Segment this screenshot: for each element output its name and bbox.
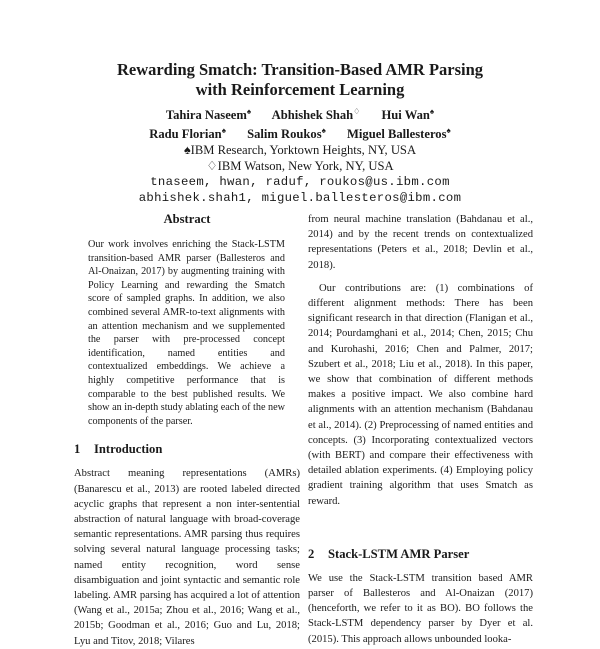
section-number: 2	[308, 546, 315, 561]
abstract-text: Our work involves enriching the Stack-LSTM transition-based AMR parser (Ballesteros and Al-Onaizan, 2017) by augmenting training with Policy Learning and rewarding the Smatch score of sampled graphs. In addition, we also combined several AMR-to-text alignments with an attention mechanism and we supplemented the parser with pre-processed concept identification, named entities and contextualized embeddings. We achieve a highly competitive performance that is comparable to the best published results. We show an in-depth study ablating each of the new components of the parser.	[88, 239, 285, 427]
author-mark: ♢	[353, 107, 361, 116]
paragraph-continued: from neural machine translation (Bahdanau et al., 2014) and by the recent trends on contextualized representations (Peters et al., 2018; Devlin et al., 2018).	[308, 214, 533, 271]
author-block	[0, 104, 600, 206]
emails-line-1: tnaseem, hwan, raduf, roukos@us.ibm.com	[150, 175, 450, 190]
author-mark: ♠	[321, 126, 326, 136]
author-mark: ♠	[246, 107, 252, 116]
affiliation-2: ♢IBM Watson, New York, NY, USA	[206, 159, 394, 174]
authors-line-1	[0, 104, 600, 123]
section-heading-introduction	[74, 442, 300, 457]
author-name: Tahira Naseem	[165, 108, 247, 123]
stack-lstm-paragraph: We use the Stack-LSTM transition based AMR parser of Ballesteros and Al-Onaizan (2017) (henceforth, we refer to it as BO). BO follows the Stack-LSTM dependency parser by Dyer et al. (2015). This approach allows unbounded looka-	[308, 572, 533, 645]
title-line-1: Rewarding Smatch: Transition-Based AMR Parsing	[116, 60, 484, 79]
section-heading-stack-lstm	[308, 547, 533, 562]
authors-line-2	[0, 123, 600, 142]
affiliation-1: ♠IBM Research, Yorktown Heights, NY, USA	[183, 143, 417, 158]
author-mark: ♠	[221, 126, 226, 136]
contributions-paragraph: Our contributions are: (1) combinations of different alignment methods: There has been significant research in that direction (Flanigan et al., 2014; Pourdamghani et al., 2014; Chen, 2015; Chu and Kurohashi, 2016; Chen and Palmer, 2017; Szubert et al., 2018; Liu et al., 2018). In this paper, we show that combination of different methods makes a positive impact. We also combine hard alignments with an attention mechanism (Bahdanau et al., 2014). (2) Preprocessing of named entities and concepts. (3) Incorporating contextualized vectors (with BERT) and compare their effectiveness with detailed ablation experiments. (4) Employing policy gradient training algorithm that uses Smatch as reward.	[308, 282, 533, 507]
left-column	[74, 212, 300, 649]
author-name: Hui Wan	[381, 108, 430, 123]
emails-line-2: abhishek.shah1, miguel.ballesteros@ibm.com	[138, 191, 462, 206]
author-name: Miguel Ballesteros	[347, 127, 447, 142]
author-mark: ♠	[429, 107, 435, 116]
introduction-paragraph: Abstract meaning representations (AMRs) (Banarescu et al., 2013) are rooted labeled directed acyclic graphs that represent a non inter-sentential abstraction of natural language with broad-coverage semantic representations. AMR parsing thus requires solving several natural language processing tasks; named entity recognition, word sense disambiguation and joint syntactic and semantic role labeling. AMR parsing has acquired a lot of attention (Wang et al., 2015a; Zhou et al., 2016; Wang et al., 2015b; Goodman et al., 2016; Guo and Lu, 2018; Lyu and Titov, 2018; Vilares	[74, 468, 300, 647]
abstract-heading: Abstract	[163, 212, 211, 226]
title-line-2: with Reinforcement Learning	[195, 80, 405, 99]
paper-title	[0, 60, 600, 100]
section-title-text: Stack-LSTM AMR Parser	[328, 546, 470, 561]
author-name: Radu Florian	[149, 127, 222, 142]
author-mark: ♠	[446, 126, 451, 136]
section-number: 1	[74, 442, 81, 457]
section-title-text: Introduction	[94, 442, 163, 457]
author-name: Salim Roukos	[247, 127, 322, 142]
author-name: Abhishek Shah	[271, 108, 354, 123]
right-column	[308, 212, 533, 647]
